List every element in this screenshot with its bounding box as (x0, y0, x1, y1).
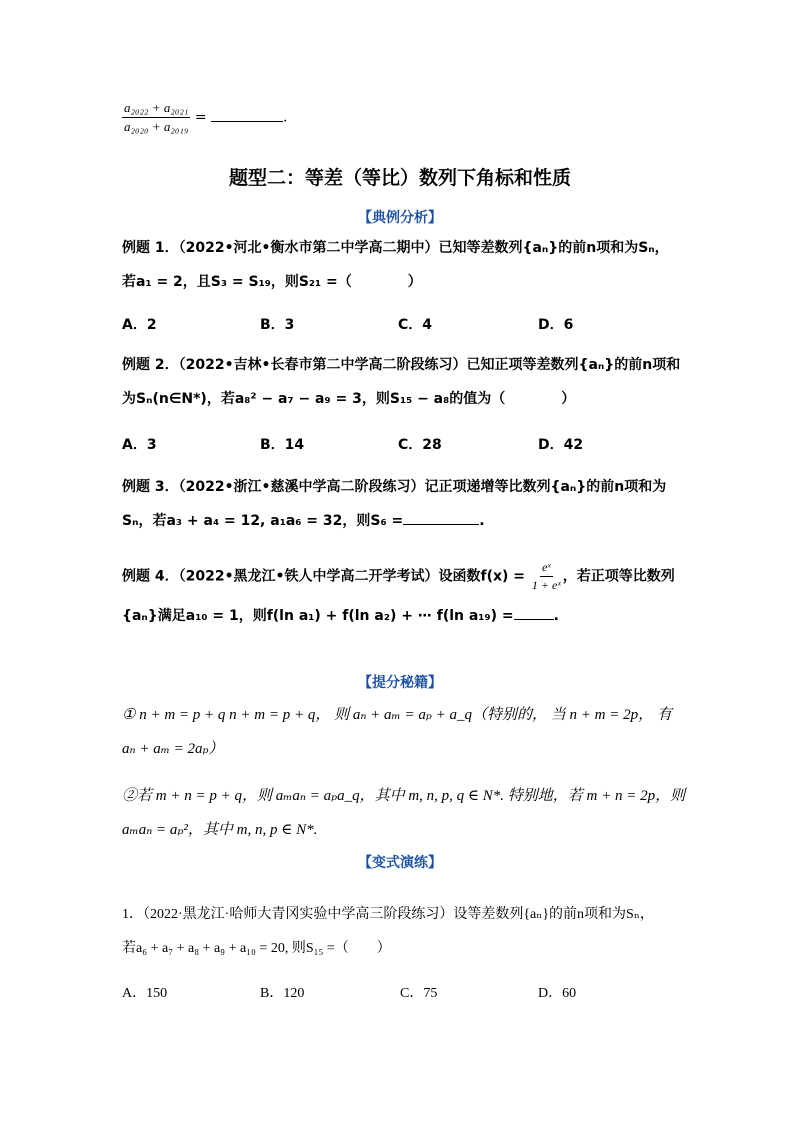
example-3-label: 例题 3． (122, 479, 179, 495)
example-3-answer-blank[interactable] (403, 524, 479, 525)
example-1-option-a[interactable]: A．2 (122, 317, 157, 333)
example-4-answer-blank[interactable] (514, 619, 554, 620)
example-3-text2: Sₙ，若a₃ + a₄ = 12, a₁a₆ = 32，则S₆ = (122, 513, 404, 529)
example-4-line2 (122, 605, 559, 625)
example-2-option-c[interactable]: C．28 (398, 437, 442, 453)
practice-1-option-d[interactable]: D．60 (538, 986, 577, 1001)
example-3-end: . (479, 513, 485, 529)
example-header: 【典例分析】 (358, 210, 442, 226)
example-4-text2: {aₙ}满足a₁₀ = 1，则f(ln a₁) + f(ln a₂) + ⋯ f(ln a₁₉) = (122, 608, 514, 624)
top-fraction-numerator: a₂₀₂₂ + a₂₀₂₁ (122, 100, 190, 118)
tips-header: 【提分秘籍】 (358, 675, 442, 691)
example-1-option-b[interactable]: B．3 (260, 317, 295, 333)
example-4-fraction-denominator: 1 + eˣ (531, 578, 561, 592)
answer-blank[interactable] (211, 121, 283, 122)
example-1-option-c[interactable]: C．4 (398, 317, 433, 333)
practice-1-source: （2022·黑龙江·哈师大青冈实验中学高三阶段练习） (143, 907, 454, 922)
tip-1-line2: aₙ + aₘ = 2aₚ） (122, 741, 224, 757)
example-3-source: （2022•浙江•慈溪中学高二阶段练习） (178, 479, 425, 495)
tip-2-line1: ②若 m + n = p + q，则 aₘaₙ = aₚa_q，其中 m, n, p, q ∈ N*. 特别地，若 m + n = 2p，则 (122, 788, 686, 804)
practice-1-line2: 若a₆ + a₇ + a₈ + a₉ + a₁₀ = 20, 则S₁₅ =（ ） (122, 941, 391, 956)
example-1-line2: 若a₁ = 2，且S₃ = S₁₉，则S₂₁ =（ ） (122, 274, 422, 290)
example-2-line2: 为Sₙ(n∈N*)，若a₈² − a₇ − a₉ = 3，则S₁₅ − a₈的值为（ ） (122, 391, 576, 407)
example-2-label: 例题 2． (122, 357, 179, 373)
example-3-line2 (122, 510, 485, 530)
top-fraction-denominator: a₂₀₂₀ + a₂₀₁₉ (124, 119, 189, 134)
practice-1-line1 (122, 903, 654, 923)
example-1-source: （2022•河北•衡水市第二中学高二期中） (178, 240, 439, 256)
example-3-text1: 记正项递增等比数列{aₙ}的前n项和为 (424, 479, 667, 495)
example-2-option-d[interactable]: D．42 (538, 437, 584, 453)
example-4-text1a: 设函数f(x) = (438, 568, 526, 585)
section-title: 题型二：等差（等比）数列下角标和性质 (228, 167, 571, 189)
example-3-line1 (122, 476, 666, 496)
example-2-source: （2022•吉林•长春市第二中学高二阶段练习） (178, 357, 467, 373)
practice-1-option-c[interactable]: C．75 (400, 986, 438, 1001)
top-fraction-end: . (283, 109, 288, 126)
top-fraction (122, 100, 190, 135)
tip-2-line2: aₘaₙ = aₚ²，其中 m, n, p ∈ N*. (122, 822, 318, 838)
practice-header: 【变式演练】 (358, 855, 442, 871)
example-4-fraction (530, 560, 563, 593)
top-fraction-line (122, 100, 288, 135)
practice-1-option-a[interactable]: A．150 (122, 986, 168, 1001)
example-4-text1b: ，若正项等比数列 (562, 568, 675, 585)
practice-1-label: 1． (122, 907, 143, 922)
example-1-text1: 已知等差数列{aₙ}的前n项和为Sₙ， (438, 240, 669, 256)
example-2-option-b[interactable]: B．14 (260, 437, 305, 453)
top-fraction-equals: = (190, 109, 212, 126)
example-4-line1 (122, 560, 675, 593)
practice-1-option-b[interactable]: B．120 (260, 986, 305, 1001)
tip-1-line1: ① n + m = p + q n + m = p + q， 则 aₙ + aₘ = aₚ + a_q（特别的， 当 n + m = 2p， 有 (122, 707, 672, 723)
example-4-source: （2022•黑龙江•铁人中学高二开学考试） (178, 568, 439, 585)
example-1-option-d[interactable]: D．6 (538, 317, 574, 333)
example-2-option-a[interactable]: A．3 (122, 437, 157, 453)
practice-1-text1: 设等差数列{aₙ}的前n项和为Sₙ， (453, 907, 654, 922)
example-1-label: 例题 1． (122, 240, 179, 256)
example-2-text1: 已知正项等差数列{aₙ}的前n项和 (466, 357, 681, 373)
example-2-line1 (122, 354, 680, 374)
example-4-label: 例题 4． (122, 568, 179, 585)
example-1-line1 (122, 237, 669, 257)
example-4-fraction-numerator: eˣ (540, 560, 553, 577)
example-4-end: . (553, 608, 559, 624)
